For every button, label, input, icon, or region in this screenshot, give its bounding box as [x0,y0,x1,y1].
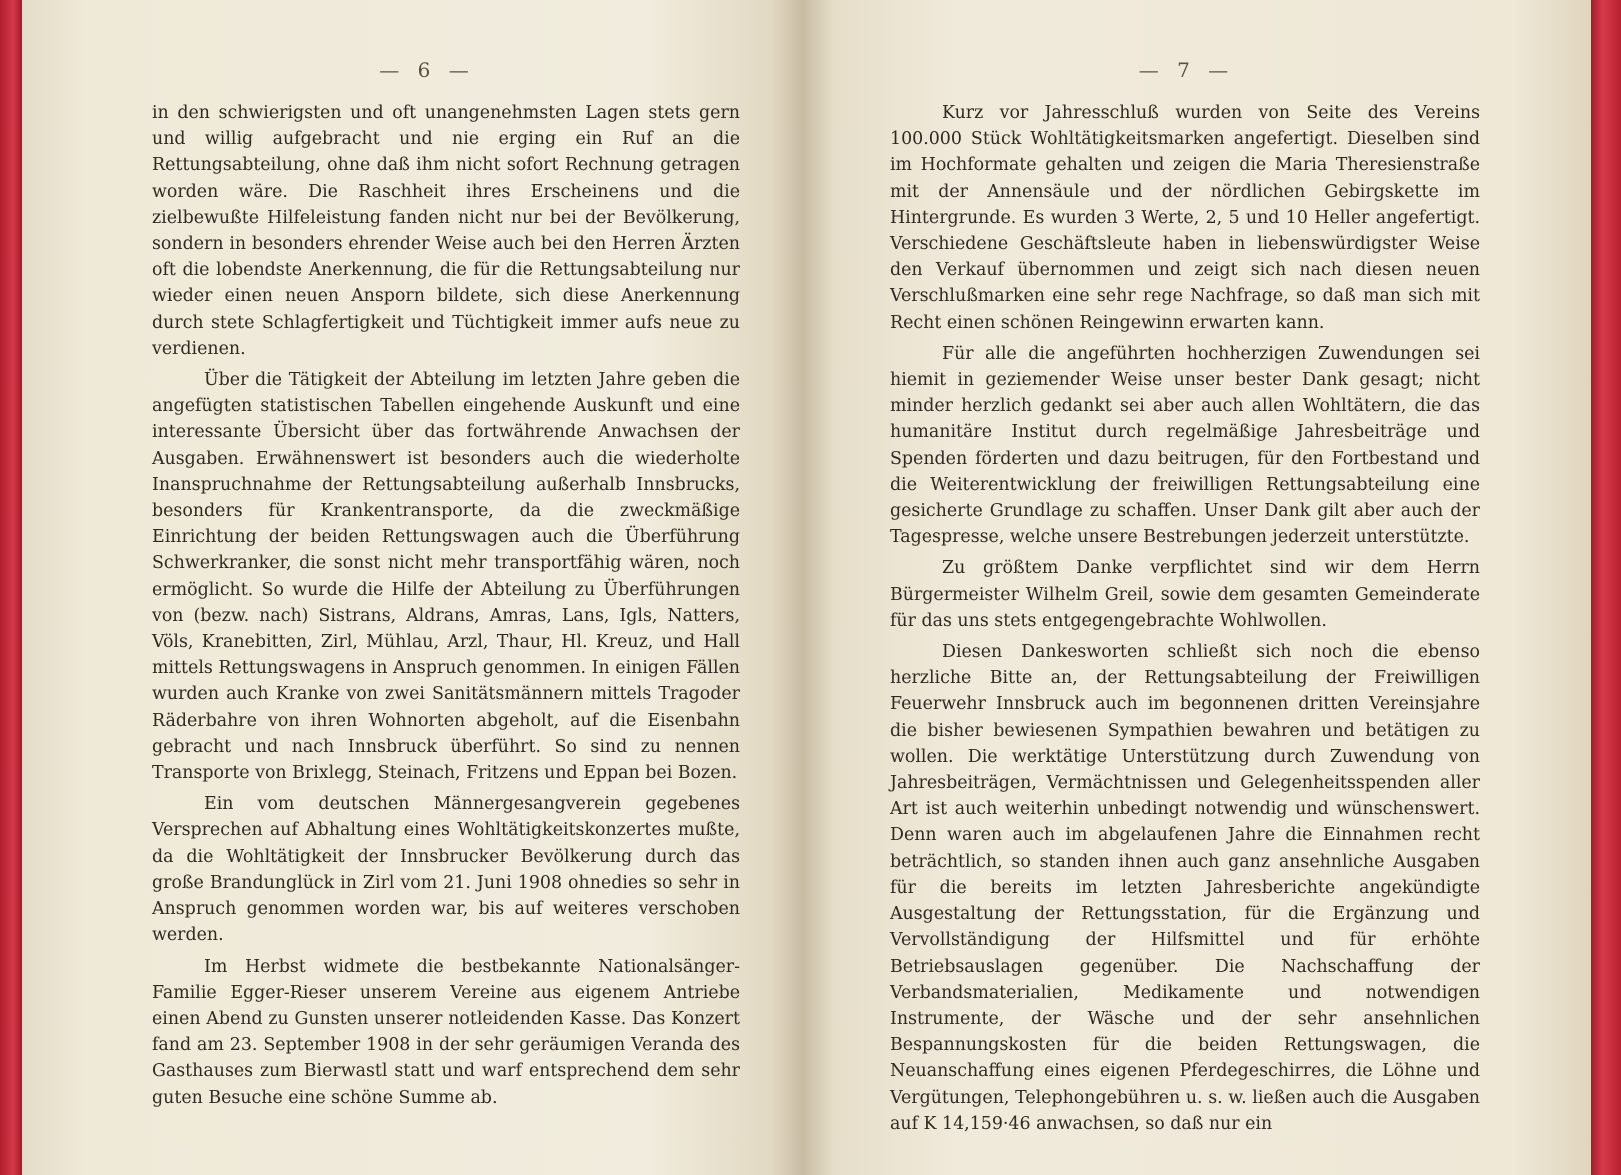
paragraph: Im Herbst widmete die bestbekannte Nationalsänger-Familie Egger-Rieser unserem Vereine aus eigenem Antriebe einen Abend zu Gunsten unserer notleidenden Kasse. Das Konzert fand am 23. September 1908 in der sehr geräumigen Veranda des Gasthauses zum Bierwastl statt und warf entsprechend dem sehr guten Besuche eine schöne Summe ab. [152,956,740,1108]
right-page-text [890,100,1480,1142]
paragraph: Kurz vor Jahresschluß wurden von Seite des Vereins 100.000 Stück Wohltätigkeitsmarken angefertigt. Dieselben sind im Hochformate gehalten und zeigen die Maria Theresienstraße mit der Annensäule und der nördlichen Gebirgskette im Hintergrunde. Es wurden 3 Werte, 2, 5 und 10 Heller angefertigt. Verschiedene Geschäftsleute haben in liebenswürdigster Weise den Verkauf übernommen und zeigt sich nach diesen neuen Verschlußmarken eine sehr rege Nachfrage, so daß man sich mit Recht einen schönen Reingewinn erwarten kann. [890,103,1480,333]
paragraph: Für alle die angeführten hochherzigen Zuwendungen sei hiemit in geziemender Weise unser bester Dank gesagt; nicht minder herzlich gedankt sei aber auch allen Wohltätern, die das humanitäre Institut durch regelmäßige Jahresbeiträge und Spenden förderten und dazu beitrugen, für den Fortbestand und die Weiterentwicklung der freiwilligen Rettungsabteilung eine gesicherte Grundlage zu schaffen. Unser Dank gilt aber auch der Tagespresse, welche unsere Bestrebungen jederzeit unterstützte. [890,343,1480,548]
book-cover-left-edge [0,0,22,1175]
left-page-text [152,100,740,1116]
paragraph: Über die Tätigkeit der Abteilung im letzten Jahre geben die angefügten statistischen Tabellen eingehende Auskunft und eine interessante Übersicht über das fortwährende Anwachsen der Ausgaben. Erwähnenswert ist besonders auch die wiederholte Inanspruchnahme der Rettungsabteilung außerhalb Innsbrucks, besonders für Krankentransporte, da die zweckmäßige Einrichtung der beiden Rettungswagen auch die Überführung Schwerkranker, die sonst nicht mehr transportfähig wären, noch ermöglicht. So wurde die Hilfe der Abteilung zu Überführungen von (bezw. nach) Sistrans, Aldrans, Amras, Lans, Igls, Natters, Völs, Kranebitten, Zirl, Mühlau, Arzl, Thaur, Hl. Kreuz, und Hall mittels Rettungswagens in Anspruch genommen. In einigen Fällen wurden auch Kranke von zwei Sanitätsmännern mittels Tragoder Räderbahre von ihren Wohnorten abgeholt, auf die Eisenbahn gebracht und nach Innsbruck überführt. So sind zu nennen Transporte von Brixlegg, Steinach, Fritzens und Eppan bei Bozen. [152,370,740,784]
paragraph: Diesen Dankesworten schließt sich noch die ebenso herzliche Bitte an, der Rettungsabteilung der Freiwilligen Feuerwehr Innsbruck auch im begonnenen dritten Vereinsjahre die bisher bewiesenen Sympathien bewahren und betätigen zu wollen. Die werktätige Unterstützung durch Zuwendung von Jahresbeiträgen, Vermächtnissen und Gelegenheitsspenden aller Art ist auch weiterhin unbedingt notwendig und wünschenswert. Denn waren auch im abgelaufenen Jahre die Einnahmen recht beträchtlich, so standen ihnen auch ganz ansehnliche Ausgaben für die bereits im letzten Jahresberichte angekündigte Ausgestaltung der Rettungsstation, für die Ergänzung und Vervollständigung der Hilfsmittel und für erhöhte Betriebsauslagen gegenüber. Die Nachschaffung der Verbandsmaterialien, Medikamente und notwendigen Instrumente, der Wäsche und der sehr ansehnlichen Bespannungskosten für die beiden Rettungswagen, die Neuanschaffung eines eigenen Pferdegeschirres, die Löhne und Vergütungen, Telephongebühren u. s. w. ließen auch die Ausgaben auf K 14,159·46 anwachsen, so daß nur ein [890,642,1480,1134]
book-cover-right-edge [1591,0,1621,1175]
paragraph: in den schwierigsten und oft unangenehmsten Lagen stets gern und willig aufgebracht und nie erging ein Ruf an die Rettungsabteilung, ohne daß ihm nicht sofort Rechnung getragen worden wäre. Die Raschheit ihres Erscheinens und die zielbewußte Hilfeleistung fanden nicht nur bei der Bevölkerung, sondern in besonders ehrender Weise auch bei den Herren Ärzten oft die lobendste Anerkennung, die für die Rettungsabteilung nur wieder einen neuen Ansporn bildete, sich diese Anerkennung durch stete Schlagfertigkeit und Tüchtigkeit immer aufs neue zu verdienen. [152,103,740,359]
right-page [802,0,1591,1175]
left-page [22,0,802,1175]
paragraph: Zu größtem Danke verpflichtet sind wir dem Herrn Bürgermeister Wilhelm Greil, sowie dem gesamten Gemeinderate für das uns stets entgegengebrachte Wohlwollen. [890,558,1480,631]
paragraph: Ein vom deutschen Männergesangverein gegebenes Versprechen auf Abhaltung eines Wohltätigkeitskonzertes mußte, da die Wohltätigkeit der Innsbrucker Bevölkerung durch das große Brandunglück in Zirl vom 21. Juni 1908 ohnedies so sehr in Anspruch genommen worden war, bis auf weiteres verschoben werden. [152,794,740,946]
page-number-left: — 6 — [379,58,475,82]
page-number-right: — 7 — [1138,58,1235,82]
